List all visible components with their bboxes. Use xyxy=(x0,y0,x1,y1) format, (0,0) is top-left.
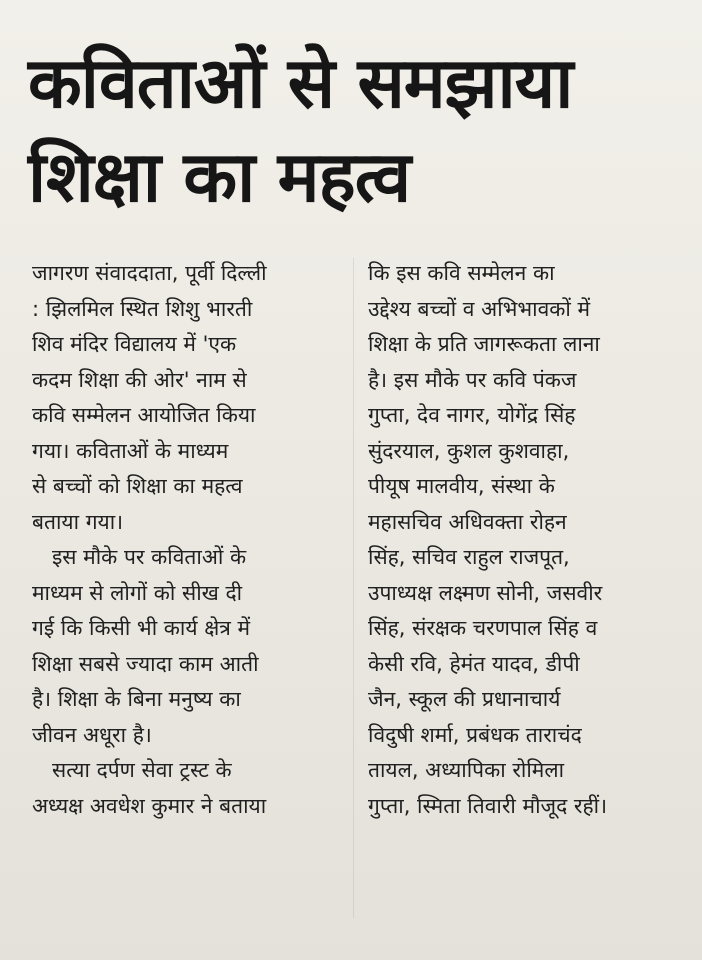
body-line: विदुषी शर्मा, प्रबंधक ताराचंद xyxy=(368,722,582,747)
body-line: जीवन अधूरा है। xyxy=(32,722,152,747)
body-line: : झिलमिल स्थित शिशु भारती xyxy=(32,296,253,321)
body-line: महासचिव अधिवक्ता रोहन xyxy=(368,509,567,534)
body-line: पीयूष मालवीय, संस्था के xyxy=(368,474,555,498)
body-line: सुंदरयाल, कुशल कुशवाहा, xyxy=(368,438,570,463)
body-line: सिंह, संरक्षक चरणपाल सिंह व xyxy=(368,616,598,640)
body-line: गुप्ता, स्मिता तिवारी मौजूद रहीं। xyxy=(368,793,608,818)
body-line: तायल, अध्यापिका रोमिला xyxy=(368,758,565,782)
article-headline xyxy=(28,36,678,224)
body-line: बताया गया। xyxy=(32,509,124,534)
body-line: शिक्षा के प्रति जागरूकता लाना xyxy=(368,332,600,356)
body-line: उपाध्यक्ष लक्ष्मण सोनी, जसवीर xyxy=(368,580,603,605)
body-line: शिक्षा सबसे ज्यादा काम आती xyxy=(32,651,259,676)
body-line: कदम शिक्षा की ओर' नाम से xyxy=(32,367,247,392)
body-line: शिव मंदिर विद्यालय में 'एक xyxy=(32,332,237,356)
body-line: सिंह, सचिव राहुल राजपूत, xyxy=(368,545,570,569)
body-line: अध्यक्ष अवधेश कुमार ने बताया xyxy=(32,793,267,818)
body-line: कवि सम्मेलन आयोजित किया xyxy=(32,403,256,427)
body-line: केसी रवि, हेमंत यादव, डीपी xyxy=(368,651,580,676)
body-line: है। इस मौके पर कवि पंकज xyxy=(368,367,577,392)
body-line: सत्या दर्पण सेवा ट्रस्ट के xyxy=(52,758,232,782)
body-line: उद्देश्य बच्चों व अभिभावकों में xyxy=(368,296,591,321)
column-divider xyxy=(353,258,354,918)
headline-line: शिक्षा का महत्व xyxy=(28,136,411,218)
body-line: जैन, स्कूल की प्रधानाचार्य xyxy=(368,687,561,711)
body-line: इस मौके पर कविताओं के xyxy=(52,545,247,569)
article-column-left xyxy=(32,256,340,824)
body-line: से बच्चों को शिक्षा का महत्व xyxy=(32,474,243,498)
body-line: माध्यम से लोगों को सीख दी xyxy=(32,580,243,605)
article-column-right xyxy=(368,256,680,824)
body-line: जागरण संवाददाता, पूर्वी दिल्ली xyxy=(32,261,267,285)
body-line: गई कि किसी भी कार्य क्षेत्र में xyxy=(32,616,251,640)
body-line: गुप्ता, देव नागर, योगेंद्र सिंह xyxy=(368,403,576,427)
headline-line: कविताओं से समझाया xyxy=(28,42,573,124)
body-line: कि इस कवि सम्मेलन का xyxy=(368,261,555,285)
body-line: गया। कविताओं के माध्यम xyxy=(32,438,229,463)
body-line: है। शिक्षा के बिना मनुष्य का xyxy=(32,687,241,711)
